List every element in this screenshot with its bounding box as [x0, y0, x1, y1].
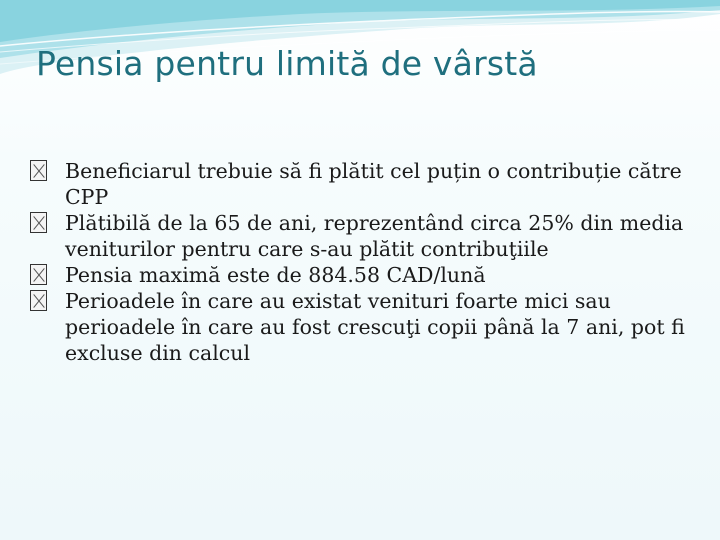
missing-glyph-icon — [30, 290, 47, 311]
missing-glyph-icon — [30, 212, 47, 233]
bullet-text: Beneficiarul trebuie să fi plătit cel puțin o contribuție către CPP — [65, 159, 682, 209]
bullet-item — [30, 262, 690, 288]
bullet-item — [30, 158, 690, 210]
slide-title: Pensia pentru limită de vârstă — [36, 44, 538, 83]
missing-glyph-icon — [30, 264, 47, 285]
bullet-item — [30, 288, 690, 366]
bullet-text: Pensia maximă este de 884.58 CAD/lună — [65, 263, 486, 287]
bullet-text: Plătibilă de la 65 de ani, reprezentând circa 25% din media veniturilor pentru care s-au plătit contribuţiile — [65, 211, 684, 261]
missing-glyph-icon — [30, 160, 47, 181]
bullet-text: Perioadele în care au existat venituri foarte mici sau perioadele în care au fost crescuţi copii până la 7 ani, pot fi excluse din calcul — [65, 289, 685, 365]
bullet-item — [30, 210, 690, 262]
bullet-list — [30, 158, 690, 366]
